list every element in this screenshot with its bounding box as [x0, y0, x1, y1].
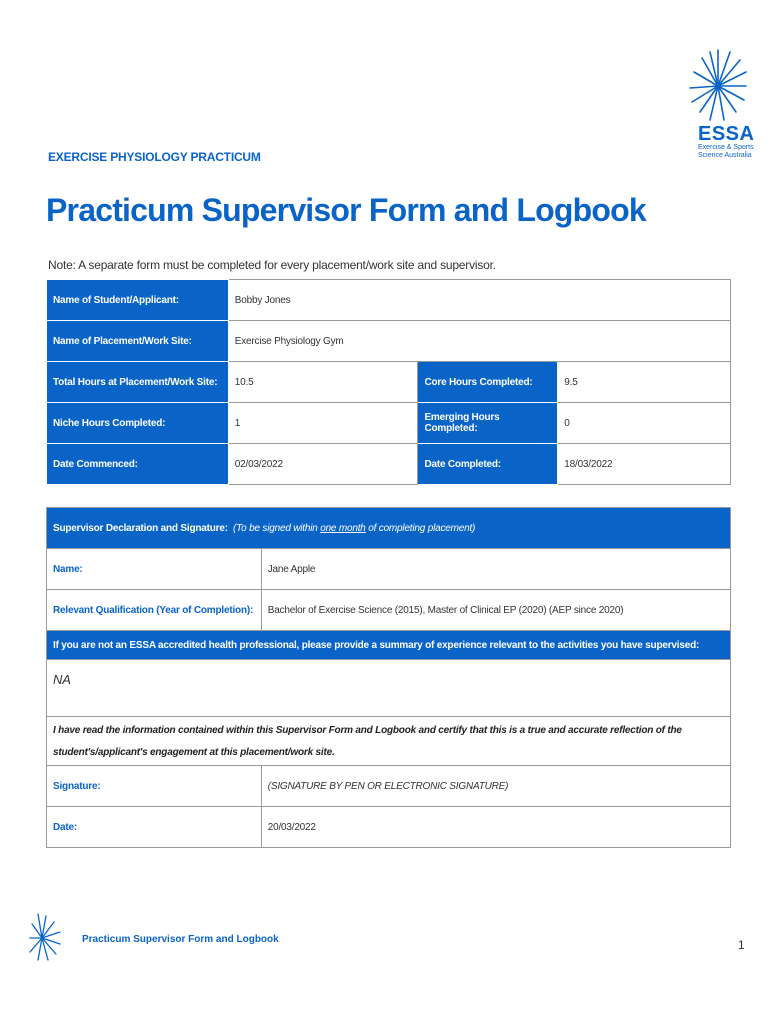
page-title: Practicum Supervisor Form and Logbook [46, 192, 646, 228]
table-row [47, 403, 731, 444]
supervisor-declaration-table [46, 507, 731, 848]
supervisor-name-field[interactable]: Jane Apple [261, 549, 730, 590]
work-site-label: Name of Placement/Work Site: [47, 321, 229, 362]
form-note: Note: A separate form must be completed for every placement/work site and supervisor. [48, 258, 496, 272]
student-name-label: Name of Student/Applicant: [47, 280, 229, 321]
emerging-hours-label: Emerging Hours Completed: [418, 403, 558, 444]
declaration-text: I have read the information contained within this Supervisor Form and Logbook and certify that this is a true and accurate reflection of the student's/applicant's engagement at this placement/work site. [47, 717, 731, 766]
emerging-hours-field[interactable]: 0 [558, 403, 731, 444]
essa-footer-logo-icon [28, 912, 62, 962]
note-underlined: one month [320, 522, 366, 534]
table-row [47, 280, 731, 321]
table-row [47, 766, 731, 807]
table-row [47, 508, 731, 549]
niche-hours-label: Niche Hours Completed: [47, 403, 229, 444]
table-row [47, 590, 731, 631]
total-hours-field[interactable]: 10.5 [228, 362, 418, 403]
qualification-field[interactable]: Bachelor of Exercise Science (2015), Master of Clinical EP (2020) (AEP since 2020) [261, 590, 730, 631]
student-name-field[interactable]: Bobby Jones [228, 280, 730, 321]
logo-name: ESSA [698, 123, 755, 145]
student-details-table [46, 279, 731, 485]
work-site-field[interactable]: Exercise Physiology Gym [228, 321, 730, 362]
table-row [47, 660, 731, 717]
note-post: of completing placement) [365, 522, 476, 534]
logo-sub-line-2: Science Australia [698, 152, 752, 159]
signature-date-label: Date: [47, 807, 262, 848]
date-commenced-field[interactable]: 02/03/2022 [228, 444, 418, 485]
total-hours-label: Total Hours at Placement/Work Site: [47, 362, 229, 403]
experience-summary-field[interactable]: NA [47, 660, 731, 717]
niche-hours-field[interactable]: 1 [228, 403, 418, 444]
footer-title: Practicum Supervisor Form and Logbook [82, 934, 279, 945]
table-row [47, 549, 731, 590]
supervisor-heading-text: Supervisor Declaration and Signature: [53, 522, 228, 534]
table-row [47, 444, 731, 485]
qualification-label: Relevant Qualification (Year of Completion): [47, 590, 262, 631]
date-completed-field[interactable]: 18/03/2022 [558, 444, 731, 485]
experience-prompt: If you are not an ESSA accredited health professional, please provide a summary of experience relevant to the activities you have supervised: [47, 631, 731, 660]
essa-logo-text [698, 124, 758, 160]
supervisor-heading [47, 508, 731, 549]
logo-sub-line-1: Exercise & Sports [698, 144, 754, 151]
table-row [47, 321, 731, 362]
signature-date-field[interactable]: 20/03/2022 [261, 807, 730, 848]
table-row [47, 717, 731, 766]
date-commenced-label: Date Commenced: [47, 444, 229, 485]
document-kicker: EXERCISE PHYSIOLOGY PRACTICUM [48, 150, 261, 164]
date-completed-label: Date Completed: [418, 444, 558, 485]
core-hours-field[interactable]: 9.5 [558, 362, 731, 403]
supervisor-name-label: Name: [47, 549, 262, 590]
page-number: 1 [738, 938, 745, 952]
supervisor-heading-note [233, 523, 475, 534]
table-row [47, 807, 731, 848]
signature-label: Signature: [47, 766, 262, 807]
essa-logo-icon [688, 48, 748, 122]
signature-field[interactable]: (SIGNATURE BY PEN OR ELECTRONIC SIGNATURE) [261, 766, 730, 807]
table-row [47, 631, 731, 660]
note-pre: (To be signed within [233, 522, 321, 534]
core-hours-label: Core Hours Completed: [418, 362, 558, 403]
table-row [47, 362, 731, 403]
